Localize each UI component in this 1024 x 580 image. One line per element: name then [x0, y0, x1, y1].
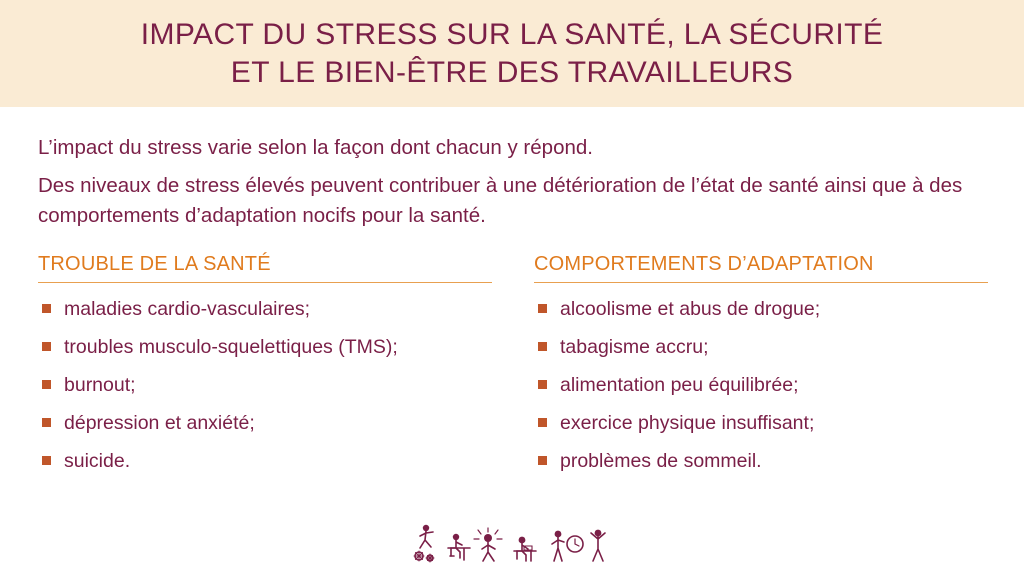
workers-pictogram-icon: [412, 520, 612, 570]
list-item: troubles musculo-squelettiques (TMS);: [38, 335, 492, 373]
list-item: alcoolisme et abus de drogue;: [534, 297, 988, 335]
list-coping-behaviours: [534, 297, 988, 487]
column-heading-health: TROUBLE DE LA SANTÉ: [38, 253, 492, 283]
list-item: exercice physique insuffisant;: [534, 411, 988, 449]
list-item: alimentation peu équilibrée;: [534, 373, 988, 411]
footer-decoration: [0, 520, 1024, 570]
intro-text: [38, 133, 988, 231]
slide-body: [0, 107, 1024, 487]
column-coping-behaviours: [534, 253, 988, 487]
column-heading-coping: COMPORTEMENTS D’ADAPTATION: [534, 253, 988, 283]
list-item: problèmes de sommeil.: [534, 449, 988, 487]
list-item: burnout;: [38, 373, 492, 411]
intro-paragraph-2: Des niveaux de stress élevés peuvent contribuer à une détérioration de l’état de santé ainsi que à des comportements d’adaptation nocifs pour la santé.: [38, 174, 963, 227]
list-health-problems: [38, 297, 492, 487]
intro-paragraph-1: L’impact du stress varie selon la façon dont chacun y répond.: [38, 136, 593, 159]
list-item: suicide.: [38, 449, 492, 487]
two-column-lists: [38, 253, 988, 487]
page-title-line-2: ET LE BIEN-ÊTRE DES TRAVAILLEURS: [230, 55, 794, 89]
title-band: [0, 0, 1024, 107]
list-item: dépression et anxiété;: [38, 411, 492, 449]
page-title-line-1: IMPACT DU STRESS SUR LA SANTÉ, LA SÉCURITÉ: [140, 17, 884, 51]
list-item: maladies cardio-vasculaires;: [38, 297, 492, 335]
list-item: tabagisme accru;: [534, 335, 988, 373]
column-health-problems: [38, 253, 492, 487]
